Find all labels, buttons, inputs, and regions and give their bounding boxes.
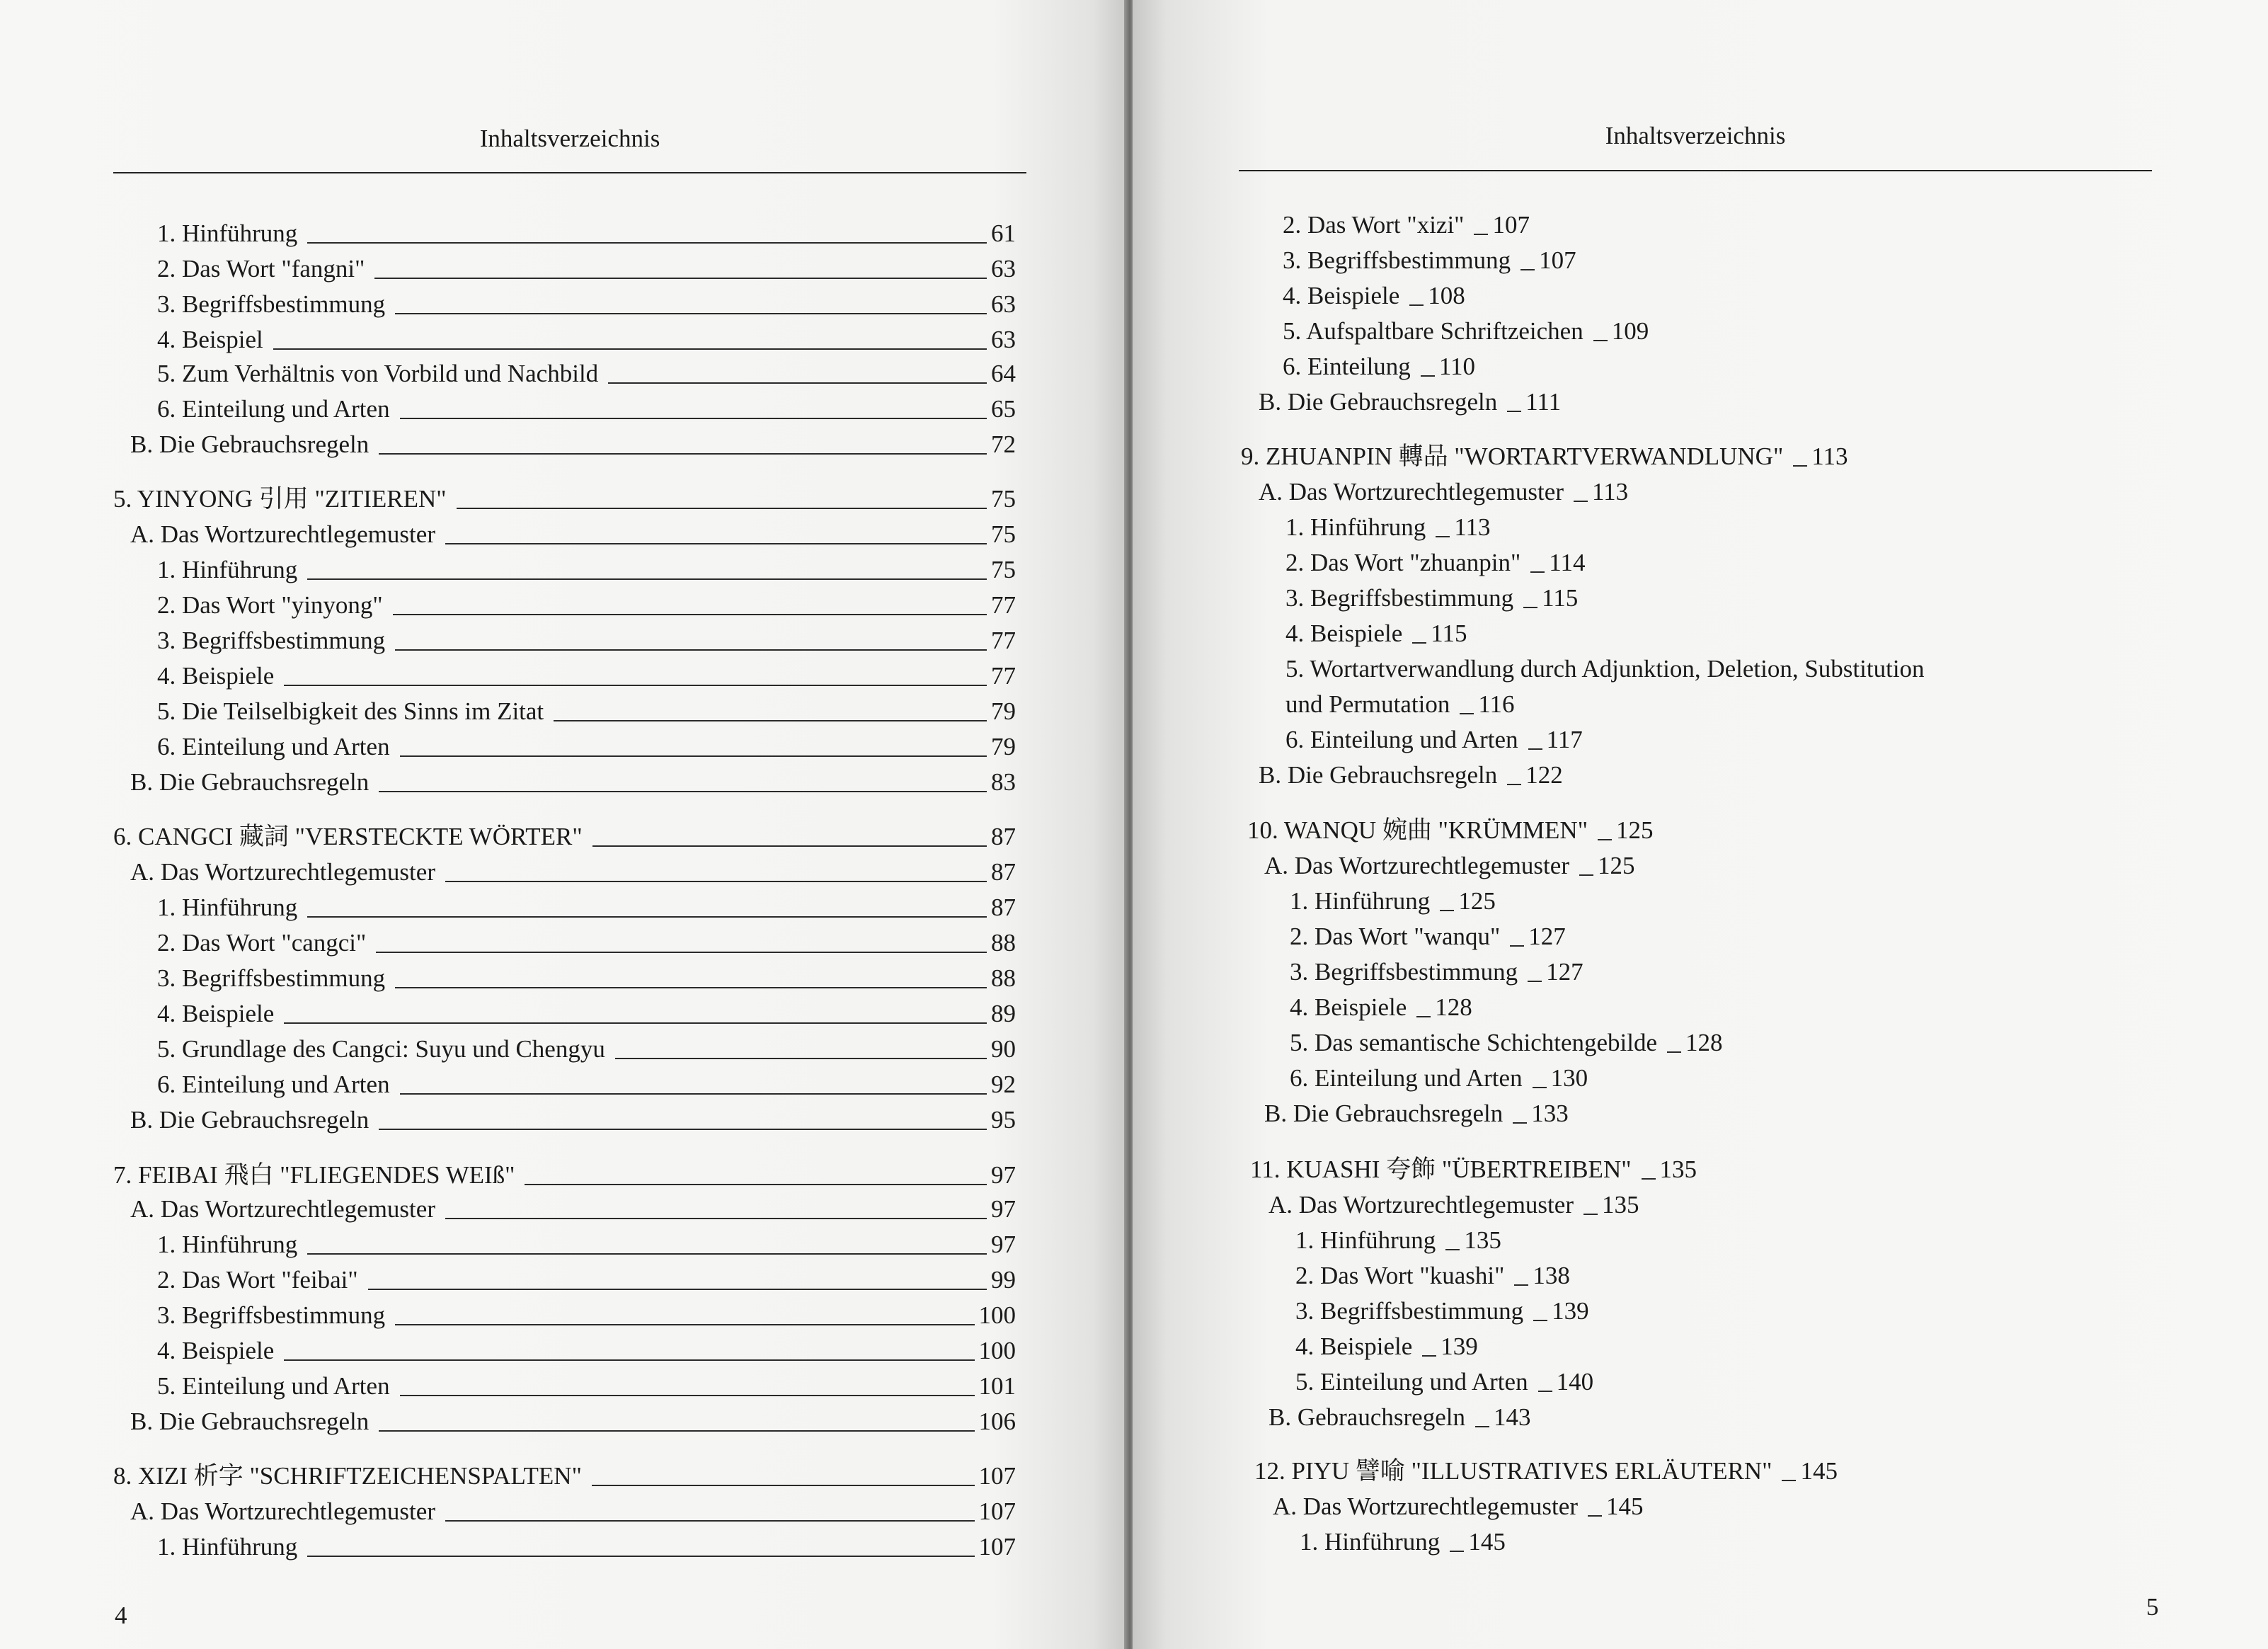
toc-entry-title: 8. XIZI 析字 "SCHRIFTZEICHENSPALTEN" <box>113 1462 582 1490</box>
toc-entry-title: 10. WANQU 婉曲 "KRÜMMEN" <box>1247 816 1588 844</box>
right-header-rule <box>1239 170 2152 171</box>
toc-entry <box>157 1337 1016 1365</box>
toc-leader-line <box>1520 269 1535 270</box>
toc-leader-line <box>1412 642 1426 644</box>
toc-entry <box>1285 549 1585 577</box>
toc-page-number: 72 <box>991 430 1016 458</box>
toc-entry <box>157 929 1016 957</box>
toc-leader-line <box>284 1022 987 1024</box>
left-page-number: 4 <box>115 1602 127 1629</box>
toc-entry <box>113 1462 1016 1490</box>
toc-page-number: 95 <box>991 1106 1016 1134</box>
toc-leader-line <box>1533 1087 1547 1088</box>
toc-entry-title: 2. Das Wort "fangni" <box>157 255 365 283</box>
toc-leader-line <box>445 543 987 544</box>
toc-entry <box>157 1000 1016 1028</box>
toc-leader-line <box>284 1359 974 1361</box>
toc-entry-title: A. Das Wortzurechtlegemuster <box>1264 852 1569 879</box>
toc-entry-title: 12. PIYU 譬喻 "ILLUSTRATIVES ERLÄUTERN" <box>1254 1457 1772 1485</box>
toc-leader-line <box>379 1129 987 1130</box>
toc-entry-title: A. Das Wortzurechtlegemuster <box>1259 478 1564 506</box>
toc-page-number: 133 <box>1531 1100 1569 1127</box>
toc-leader-line <box>284 685 987 686</box>
toc-entry-title: 4. Beispiele <box>1295 1333 1413 1360</box>
toc-entry-title: 6. Einteilung und Arten <box>157 1071 390 1098</box>
toc-page-number: 111 <box>1525 388 1562 416</box>
left-page-header: Inhaltsverzeichnis <box>479 125 660 152</box>
toc-entry <box>157 1231 1016 1259</box>
toc-entry <box>1250 1156 1697 1184</box>
toc-leader-line <box>1574 501 1588 502</box>
toc-page-number: 108 <box>1428 282 1465 309</box>
toc-entry <box>157 1266 1016 1294</box>
toc-page-number: 88 <box>991 929 1016 957</box>
toc-entry <box>1295 1333 1478 1361</box>
toc-leader-line <box>1507 411 1521 412</box>
toc-entry-title: und Permutation <box>1285 690 1450 718</box>
toc-entry <box>1290 993 1472 1022</box>
toc-entry-title: 9. ZHUANPIN 轉品 "WORTARTVERWANDLUNG" <box>1241 443 1784 470</box>
toc-entry <box>1254 1457 1838 1485</box>
toc-entry-title: 1. Hinführung <box>157 1533 298 1560</box>
toc-entry-title: 5. Aufspaltbare Schriftzeichen <box>1283 317 1583 345</box>
toc-entry <box>157 1035 1016 1063</box>
toc-page-number: 97 <box>991 1195 1016 1223</box>
toc-page-number: 107 <box>1539 246 1576 274</box>
toc-entry <box>1285 584 1578 612</box>
toc-page-number: 125 <box>1458 887 1496 915</box>
toc-page-number: 113 <box>1811 443 1848 470</box>
toc-leader-line <box>395 1324 974 1325</box>
toc-entry-title: 2. Das Wort "cangci" <box>157 929 367 957</box>
toc-page-number: 87 <box>991 858 1016 886</box>
toc-leader-line <box>525 1184 987 1185</box>
toc-entry <box>157 395 1016 423</box>
toc-page-number: 135 <box>1659 1156 1697 1183</box>
toc-entry <box>130 768 1016 797</box>
toc-page-number: 61 <box>991 219 1016 247</box>
toc-entry-title: 3. Begriffsbestimmung <box>157 290 386 318</box>
toc-entry-title: 4. Beispiele <box>1290 993 1407 1021</box>
toc-entry <box>157 219 1016 248</box>
toc-entry-title: A. Das Wortzurechtlegemuster <box>1268 1191 1574 1219</box>
toc-page-number: 77 <box>991 627 1016 654</box>
toc-page-number: 110 <box>1438 353 1476 380</box>
toc-leader-line <box>1528 981 1542 982</box>
toc-leader-line <box>445 881 987 882</box>
toc-leader-line <box>379 1430 974 1432</box>
toc-entry <box>157 697 1016 726</box>
toc-page-number: 125 <box>1616 816 1654 844</box>
toc-entry-title: 3. Begriffsbestimmung <box>1290 958 1518 986</box>
toc-entry-title: 7. FEIBAI 飛白 "FLIEGENDES WEIß" <box>113 1161 515 1189</box>
toc-leader-line <box>1513 1122 1527 1124</box>
left-page <box>0 0 1127 1649</box>
toc-page-number: 97 <box>991 1231 1016 1258</box>
toc-leader-line <box>400 1395 975 1396</box>
toc-entry-title: A. Das Wortzurechtlegemuster <box>130 520 435 548</box>
toc-page-number: 145 <box>1605 1493 1644 1520</box>
toc-page-number: 115 <box>1431 620 1467 647</box>
toc-leader-line <box>608 382 987 384</box>
toc-page-number: 88 <box>991 964 1016 992</box>
toc-page-number: 75 <box>991 556 1016 583</box>
toc-leader-line <box>1579 874 1593 876</box>
toc-entry <box>1264 1100 1569 1128</box>
toc-leader-line <box>379 453 987 455</box>
left-header-rule <box>113 172 1026 173</box>
toc-entry-title: 5. Einteilung und Arten <box>157 1372 390 1400</box>
toc-entry <box>1295 1262 1570 1290</box>
toc-entry-title: 2. Das Wort "xizi" <box>1283 211 1465 239</box>
toc-entry <box>157 326 1016 354</box>
toc-entry-title: B. Die Gebrauchsregeln <box>130 1106 370 1134</box>
toc-entry <box>157 591 1016 620</box>
right-page-number: 5 <box>2146 1593 2159 1621</box>
toc-entry-title: 6. Einteilung und Arten <box>157 395 390 423</box>
toc-leader-line <box>592 1485 975 1486</box>
toc-leader-line <box>395 987 987 988</box>
toc-leader-line <box>400 418 987 419</box>
toc-page-number: 97 <box>991 1161 1016 1189</box>
toc-page-number: 145 <box>1468 1528 1506 1556</box>
toc-leader-line <box>457 508 987 509</box>
toc-entry <box>130 1497 1016 1526</box>
toc-leader-line <box>1523 607 1537 608</box>
toc-page-number: 101 <box>978 1372 1016 1400</box>
toc-leader-line <box>395 649 987 651</box>
toc-entry-title: B. Die Gebrauchsregeln <box>1259 761 1498 789</box>
toc-leader-line <box>393 614 987 615</box>
toc-entry-title: 4. Beispiele <box>157 1337 275 1364</box>
toc-entry-title: B. Die Gebrauchsregeln <box>130 1408 370 1435</box>
toc-page-number: 89 <box>991 1000 1016 1027</box>
toc-entry-title: 4. Beispiele <box>157 1000 275 1027</box>
toc-entry <box>157 1533 1016 1561</box>
toc-leader-line <box>1782 1480 1796 1481</box>
toc-entry-title: 1. Hinführung <box>157 219 298 247</box>
toc-entry-title: A. Das Wortzurechtlegemuster <box>130 1195 435 1223</box>
toc-entry <box>157 662 1016 690</box>
toc-entry <box>1283 246 1576 275</box>
toc-page-number: 143 <box>1493 1403 1531 1431</box>
toc-entry-title: 2. Das Wort "feibai" <box>157 1266 358 1294</box>
toc-entry-title: 4. Beispiele <box>1285 620 1403 647</box>
toc-page-number: 117 <box>1546 726 1583 753</box>
toc-entry-title: 6. CANGCI 藏詞 "VERSTECKTE WÖRTER" <box>113 823 583 850</box>
toc-page-number: 127 <box>1528 923 1566 950</box>
toc-leader-line <box>1514 1284 1528 1286</box>
toc-entry-title: 1. Hinführung <box>157 1231 298 1258</box>
toc-entry-title: B. Die Gebrauchsregeln <box>1259 388 1498 416</box>
toc-entry <box>1273 1493 1643 1521</box>
toc-page-number: 106 <box>978 1408 1016 1435</box>
toc-entry-title: 5. Das semantische Schichtengebilde <box>1290 1029 1658 1056</box>
toc-entry-title: 1. Hinführung <box>1300 1528 1441 1556</box>
toc-entry-title: 2. Das Wort "kuashi" <box>1295 1262 1505 1289</box>
toc-entry-title: 4. Beispiel <box>157 326 263 353</box>
toc-leader-line <box>1588 1515 1602 1517</box>
toc-leader-line <box>1416 1016 1431 1017</box>
toc-page-number: 128 <box>1685 1029 1723 1056</box>
toc-page-number: 109 <box>1611 317 1649 345</box>
toc-leader-line <box>1593 340 1608 341</box>
toc-page-number: 87 <box>991 823 1016 850</box>
toc-leader-line <box>395 313 987 314</box>
toc-leader-line <box>307 916 987 918</box>
toc-entry <box>130 858 1016 886</box>
toc-page-number: 130 <box>1550 1064 1588 1092</box>
toc-entry <box>157 290 1016 319</box>
toc-leader-line <box>445 1520 975 1522</box>
right-page <box>1133 0 2268 1649</box>
toc-entry-title: 2. Das Wort "yinyong" <box>157 591 383 619</box>
toc-entry-title: B. Die Gebrauchsregeln <box>1264 1100 1504 1127</box>
toc-page-number: 87 <box>991 894 1016 921</box>
toc-entry <box>113 485 1016 513</box>
toc-entry-title: 5. Grundlage des Cangci: Suyu und Chengyu <box>157 1035 605 1063</box>
toc-page-number: 113 <box>1591 478 1629 506</box>
toc-page-number: 127 <box>1546 958 1583 986</box>
toc-page-number: 79 <box>991 733 1016 760</box>
toc-leader-line <box>1528 748 1542 750</box>
toc-page-number: 99 <box>991 1266 1016 1294</box>
toc-entry-title: 3. Begriffsbestimmung <box>157 964 386 992</box>
toc-page-number: 140 <box>1556 1368 1594 1396</box>
toc-entry-title: 5. Wortartverwandlung durch Adjunktion, Deletion, Substitution <box>1285 655 1925 683</box>
toc-leader-line <box>1422 1355 1436 1357</box>
toc-leader-line <box>374 278 987 279</box>
toc-page-number: 115 <box>1542 584 1579 612</box>
toc-entry-title: 3. Begriffsbestimmung <box>1285 584 1514 612</box>
toc-entry <box>1259 478 1628 506</box>
toc-page-number: 90 <box>991 1035 1016 1063</box>
toc-leader-line <box>307 242 987 244</box>
toc-leader-line <box>273 348 987 350</box>
toc-entry <box>157 894 1016 922</box>
toc-entry <box>1290 1064 1588 1092</box>
toc-entry-title: A. Das Wortzurechtlegemuster <box>1273 1493 1578 1520</box>
right-page-header: Inhaltsverzeichnis <box>1605 122 1786 149</box>
toc-entry <box>1290 887 1496 915</box>
toc-entry <box>157 1071 1016 1099</box>
toc-entry-title: 5. Die Teilselbigkeit des Sinns im Zitat <box>157 697 544 725</box>
toc-entry <box>1290 958 1583 986</box>
toc-entry <box>1241 443 1848 471</box>
toc-page-number: 63 <box>991 326 1016 353</box>
toc-leader-line <box>1642 1178 1656 1180</box>
toc-entry-title: 3. Begriffsbestimmung <box>157 1301 386 1329</box>
toc-entry <box>1247 816 1654 845</box>
toc-leader-line <box>592 845 987 847</box>
toc-entry-title: 5. Zum Verhältnis von Vorbild und Nachbild <box>157 360 599 387</box>
toc-entry-title: 4. Beispiele <box>157 662 275 690</box>
toc-page-number: 107 <box>978 1497 1016 1525</box>
toc-page-number: 135 <box>1464 1226 1501 1254</box>
toc-leader-line <box>400 755 987 757</box>
toc-entry <box>157 360 1016 388</box>
toc-leader-line <box>1436 536 1450 537</box>
toc-leader-line <box>1538 1391 1552 1392</box>
toc-page-number: 135 <box>1601 1191 1639 1219</box>
toc-entry <box>1285 513 1491 542</box>
toc-leader-line <box>307 1253 987 1255</box>
toc-leader-line <box>1598 839 1612 840</box>
toc-page-number: 75 <box>991 485 1016 513</box>
toc-entry <box>113 1161 1016 1189</box>
toc-page-number: 107 <box>1492 211 1530 239</box>
toc-page-number: 107 <box>978 1462 1016 1490</box>
toc-page-number: 75 <box>991 520 1016 548</box>
toc-entry-title: 3. Begriffsbestimmung <box>1295 1297 1524 1325</box>
toc-page-number: 113 <box>1454 513 1491 541</box>
toc-entry <box>1268 1403 1530 1432</box>
toc-entry <box>1283 211 1530 239</box>
toc-entry-title: 6. Einteilung und Arten <box>1285 726 1518 753</box>
toc-entry <box>157 733 1016 761</box>
toc-entry-title: 1. Hinführung <box>1285 513 1426 541</box>
toc-entry-title: A. Das Wortzurechtlegemuster <box>130 1497 435 1525</box>
toc-entry <box>157 255 1016 283</box>
toc-page-number: 64 <box>991 360 1016 387</box>
toc-page-number: 77 <box>991 662 1016 690</box>
toc-page-number: 138 <box>1533 1262 1570 1289</box>
toc-entry <box>130 1408 1016 1436</box>
toc-page-number: 79 <box>991 697 1016 725</box>
toc-entry <box>1283 353 1475 381</box>
toc-entry <box>1295 1297 1589 1325</box>
toc-entry <box>1290 1029 1723 1057</box>
toc-leader-line <box>1445 1249 1460 1250</box>
toc-entry <box>130 430 1016 459</box>
toc-entry <box>1300 1528 1506 1556</box>
toc-leader-line <box>1475 1426 1489 1427</box>
toc-page-number: 145 <box>1800 1457 1838 1485</box>
toc-leader-line <box>376 952 987 953</box>
toc-page-number: 83 <box>991 768 1016 796</box>
toc-entry-title: A. Das Wortzurechtlegemuster <box>130 858 435 886</box>
toc-entry-title: B. Die Gebrauchsregeln <box>130 768 370 796</box>
toc-entry <box>1283 282 1465 310</box>
toc-page-number: 63 <box>991 290 1016 318</box>
toc-entry <box>1285 690 1515 719</box>
toc-entry <box>157 556 1016 584</box>
toc-entry-title: 1. Hinführung <box>1290 887 1431 915</box>
toc-leader-line <box>1533 1320 1547 1321</box>
toc-page-number: 92 <box>991 1071 1016 1098</box>
toc-entry <box>113 823 1016 851</box>
toc-page-number: 114 <box>1549 549 1586 576</box>
toc-leader-line <box>554 720 987 721</box>
toc-entry-title: B. Die Gebrauchsregeln <box>130 430 370 458</box>
toc-leader-line <box>1793 465 1807 467</box>
toc-entry <box>1290 923 1566 951</box>
toc-entry <box>130 1195 1016 1223</box>
toc-entry <box>157 627 1016 655</box>
toc-entry <box>1283 317 1649 346</box>
toc-entry-title: B. Gebrauchsregeln <box>1268 1403 1465 1431</box>
toc-leader-line <box>1510 945 1524 947</box>
toc-page-number: 107 <box>978 1533 1016 1560</box>
toc-entry <box>1268 1191 1639 1219</box>
toc-page-number: 63 <box>991 255 1016 283</box>
toc-leader-line <box>1460 713 1474 714</box>
toc-page-number: 139 <box>1552 1297 1589 1325</box>
toc-leader-line <box>1450 1551 1464 1552</box>
toc-entry-title: 3. Begriffsbestimmung <box>157 627 386 654</box>
toc-entry <box>157 964 1016 993</box>
toc-entry-title: 6. Einteilung und Arten <box>157 733 390 760</box>
toc-leader-line <box>1583 1214 1598 1215</box>
toc-entry-title: 5. Einteilung und Arten <box>1295 1368 1528 1396</box>
toc-entry <box>1264 852 1634 880</box>
toc-entry-title: 11. KUASHI 夸飾 "ÜBERTREIBEN" <box>1250 1156 1632 1183</box>
toc-leader-line <box>307 1556 974 1557</box>
toc-entry-title: 1. Hinführung <box>1295 1226 1436 1254</box>
toc-leader-line <box>445 1218 987 1219</box>
toc-entry <box>1295 1368 1593 1396</box>
toc-page-number: 65 <box>991 395 1016 423</box>
toc-leader-line <box>379 791 987 792</box>
toc-page-number: 125 <box>1597 852 1635 879</box>
toc-leader-line <box>1421 375 1435 377</box>
toc-entry <box>130 520 1016 549</box>
toc-entry <box>157 1372 1016 1400</box>
toc-page-number: 122 <box>1525 761 1563 789</box>
toc-entry <box>1259 388 1561 416</box>
toc-leader-line <box>1440 910 1454 911</box>
toc-entry-title: 6. Einteilung und Arten <box>1290 1064 1523 1092</box>
toc-page-number: 100 <box>978 1337 1016 1364</box>
toc-page-number: 128 <box>1435 993 1472 1021</box>
toc-page-number: 77 <box>991 591 1016 619</box>
toc-entry-title: 5. YINYONG 引用 "ZITIEREN" <box>113 485 447 513</box>
toc-entry-title: 2. Das Wort "wanqu" <box>1290 923 1501 950</box>
toc-entry <box>157 1301 1016 1330</box>
toc-entry-title: 3. Begriffsbestimmung <box>1283 246 1511 274</box>
toc-page-number: 139 <box>1441 1333 1478 1360</box>
toc-entry-title: 2. Das Wort "zhuanpin" <box>1285 549 1521 576</box>
toc-leader-line <box>1409 304 1424 306</box>
toc-page-number: 116 <box>1478 690 1515 718</box>
toc-entry <box>130 1106 1016 1134</box>
toc-entry <box>1259 761 1563 789</box>
toc-leader-line <box>1530 571 1545 573</box>
toc-leader-line <box>400 1093 987 1095</box>
toc-entry <box>1285 726 1583 754</box>
toc-leader-line <box>1667 1051 1681 1053</box>
toc-entry <box>1285 620 1467 648</box>
toc-leader-line <box>1474 234 1488 235</box>
toc-leader-line <box>368 1289 987 1290</box>
toc-leader-line <box>1507 784 1521 785</box>
toc-leader-line <box>615 1058 987 1059</box>
toc-entry <box>1295 1226 1501 1255</box>
toc-leader-line <box>307 578 987 580</box>
toc-entry-title: 6. Einteilung <box>1283 353 1411 380</box>
toc-entry-title: 4. Beispiele <box>1283 282 1400 309</box>
toc-entry-title: 1. Hinführung <box>157 894 298 921</box>
toc-entry-title: 1. Hinführung <box>157 556 298 583</box>
toc-page-number: 100 <box>978 1301 1016 1329</box>
toc-entry <box>1285 655 1925 683</box>
